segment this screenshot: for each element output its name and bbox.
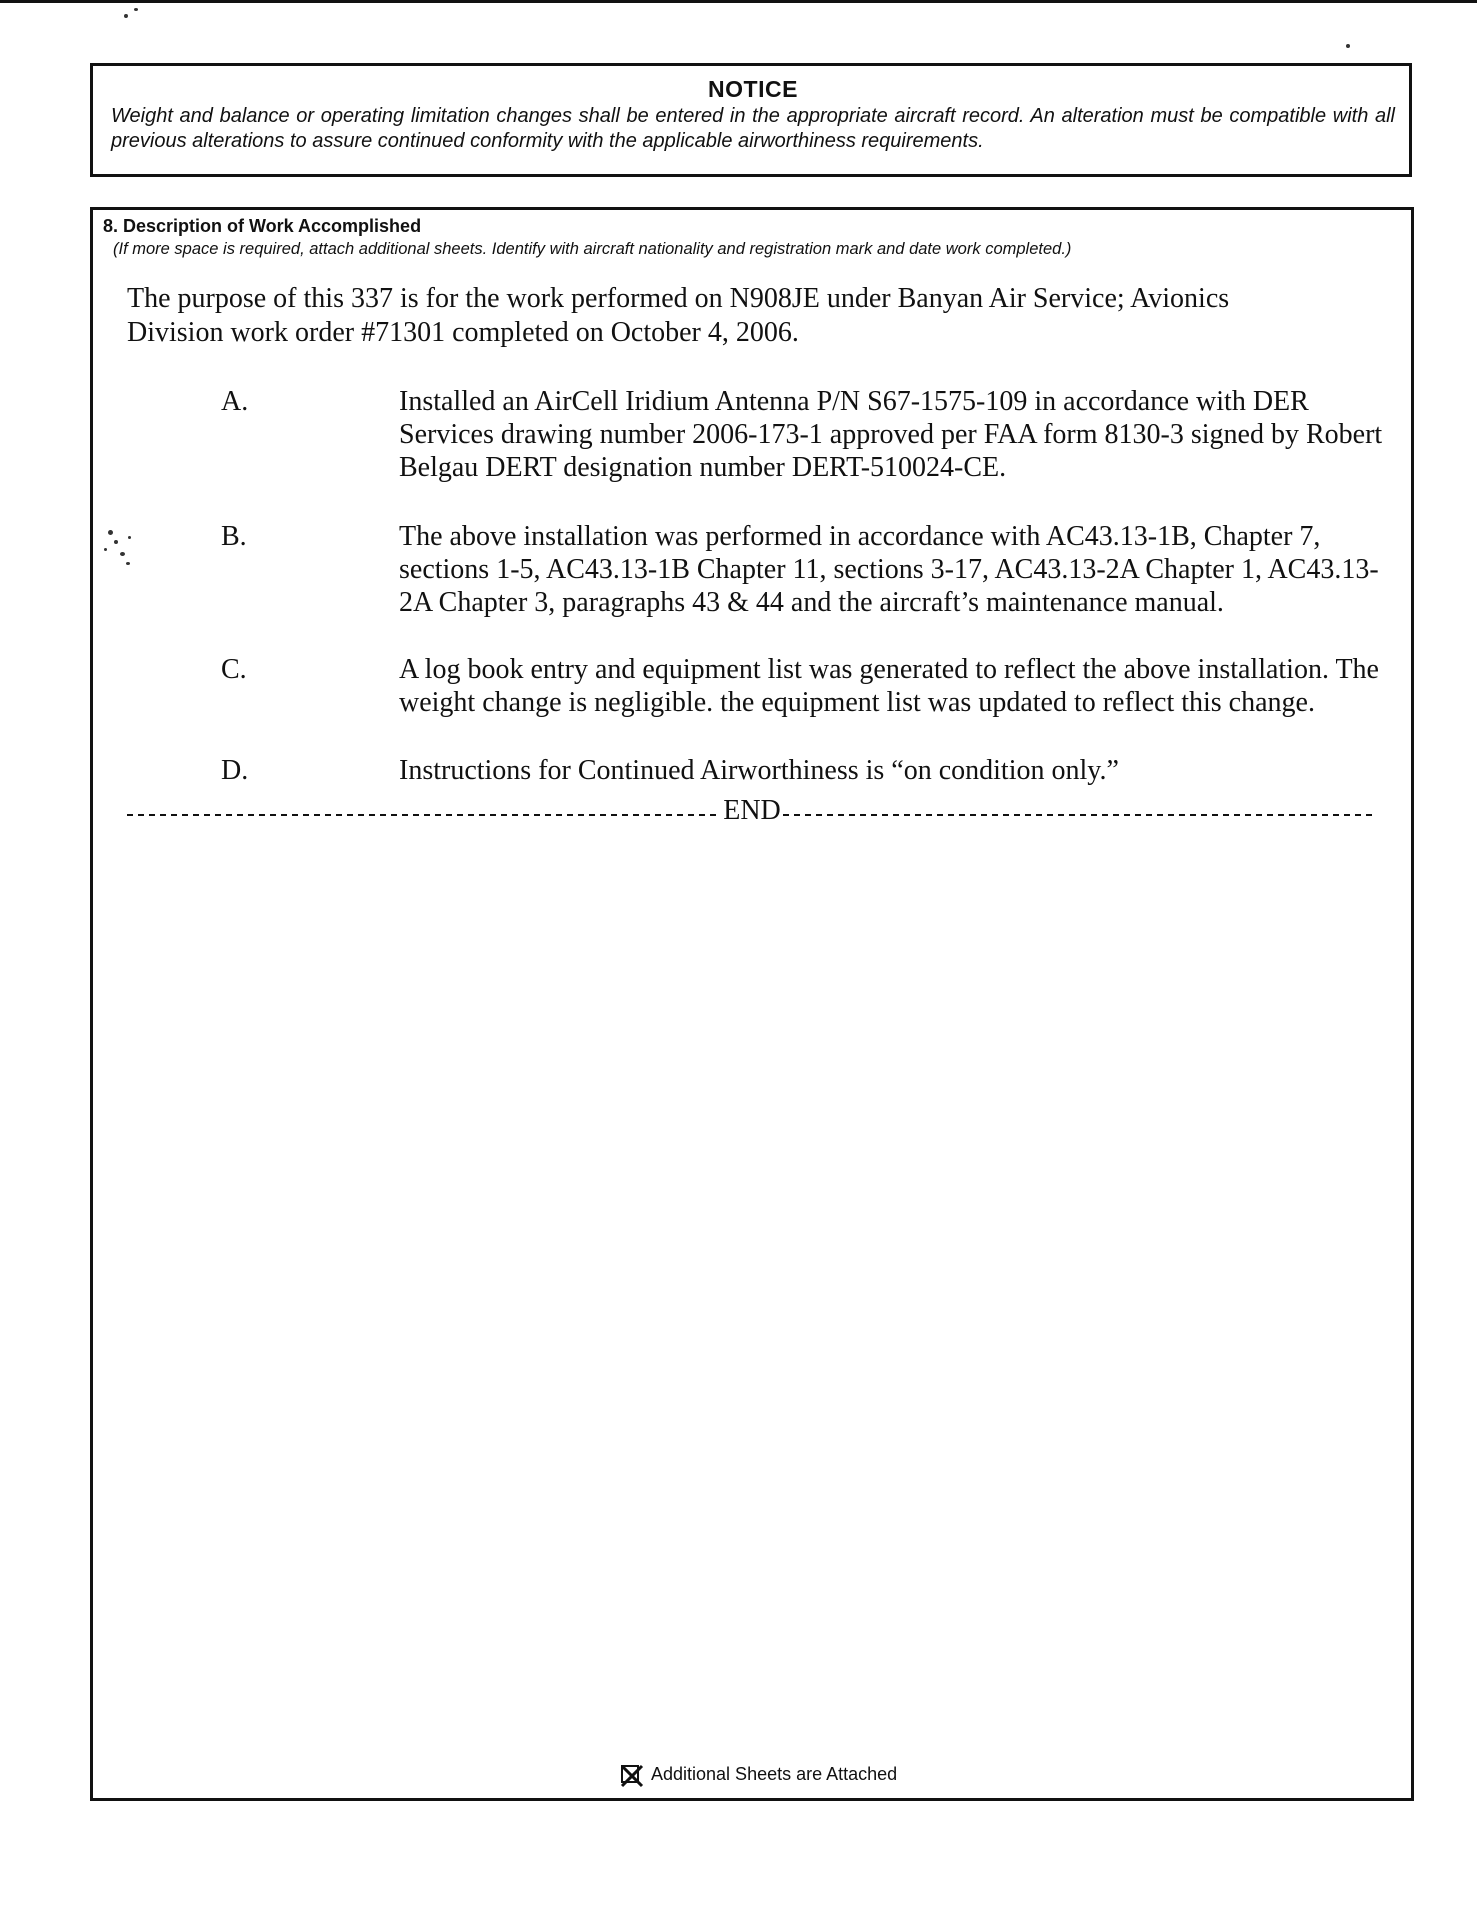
attached-label: Additional Sheets are Attached	[651, 1764, 898, 1784]
intro-paragraph: The purpose of this 337 is for the work performed on N908JE under Banyan Air Service; Avionics Division work order #71301 completed on October 4, 2006.	[127, 283, 1230, 348]
notice-title: NOTICE	[708, 76, 798, 102]
item-text: The above installation was performed in accordance with AC43.13-1B, Chapter 7, sections 1-5, AC43.13-1B Chapter 11, sections 3-17, AC43.13-2A Chapter 1, AC43.13-2A Chapter 3, paragraphs 43 & 44 and the aircraft’s maintenance manual.	[399, 521, 1379, 618]
work-description-box	[90, 207, 1414, 1801]
item-letter: C.	[221, 654, 247, 685]
check-mark-icon	[620, 1764, 644, 1788]
attached-checkbox[interactable]	[621, 1765, 639, 1783]
section-title: 8. Description of Work Accomplished	[103, 216, 422, 236]
dash-rule-left	[127, 794, 721, 828]
additional-sheets-attached[interactable]	[621, 1763, 897, 1785]
scan-speck	[124, 14, 128, 18]
end-marker-line	[127, 794, 1377, 828]
item-text: A log book entry and equipment list was generated to reflect the above installation. The weight change is negligible. the equipment list was updated to reflect this change.	[399, 654, 1379, 718]
item-letter: A.	[221, 386, 249, 417]
section-instructions: (If more space is required, attach additional sheets. Identify with aircraft nationality and registration mark and date work completed.)	[113, 240, 1072, 258]
notice-text: Weight and balance or operating limitation changes shall be entered in the appropriate aircraft record. An alteration must be compatible with all previous alterations to assure continued conformity with the applicable airworthiness requirements.	[111, 105, 1395, 152]
item-text: Installed an AirCell Iridium Antenna P/N S67-1575-109 in accordance with DER Services drawing number 2006-173-1 approved per FAA form 8130-3 signed by Robert Belgau DERT designation number DERT-510024-CE.	[399, 386, 1383, 483]
scan-speck	[134, 8, 138, 11]
scan-speck	[1346, 44, 1350, 48]
page-top-edge	[0, 0, 1477, 3]
notice-box	[90, 63, 1412, 177]
dash-rule-right	[783, 794, 1377, 828]
item-text: Instructions for Continued Airworthiness is “on condition only.”	[399, 755, 1119, 786]
end-marker: END	[723, 795, 781, 826]
item-letter: D.	[221, 755, 249, 786]
item-letter: B.	[221, 521, 247, 552]
